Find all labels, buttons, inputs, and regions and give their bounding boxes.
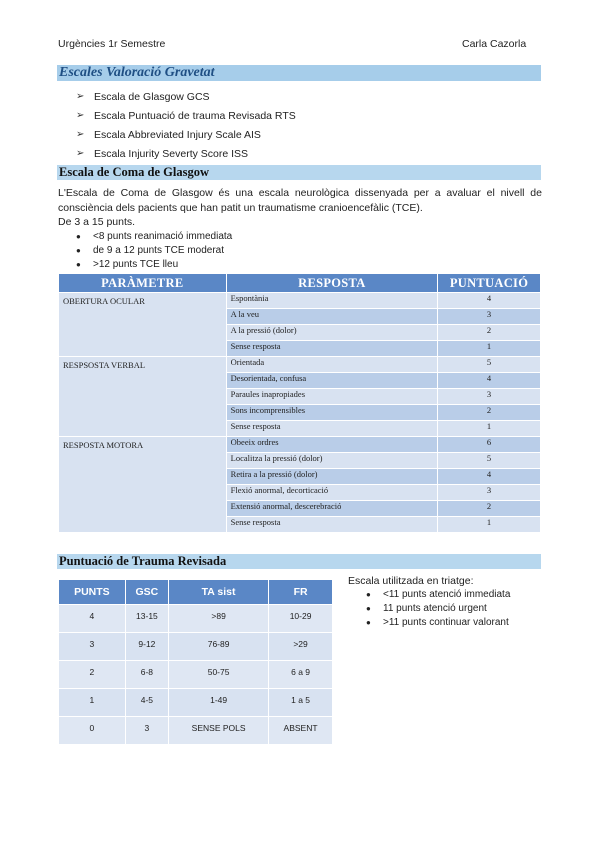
list-item: ● >11 punts continuar valorant (366, 616, 509, 628)
table-cell: 10-29 (269, 605, 333, 633)
gcs-title: Escala de Coma de Glasgow (59, 165, 209, 179)
table-cell: 0 (59, 717, 126, 745)
score-cell: 1 (438, 341, 541, 357)
list-item: ● >12 punts TCE lleu (76, 258, 179, 270)
param-cell: OBERTURA OCULAR (59, 293, 227, 357)
scales-list (76, 87, 296, 163)
gcs-description: L'Escala de Coma de Glasgow és una escala neurològica dissenyada per a avaluar el nivell de consciència dels pacients que han patit un traumatisme cranioencefàlic (TCE). (58, 187, 542, 214)
table-cell: 4-5 (125, 689, 168, 717)
arrow-bullet-icon: ➢ (76, 148, 85, 159)
table-cell: >29 (269, 633, 333, 661)
score-cell: 3 (438, 309, 541, 325)
response-cell: Flexió anormal, decorticació (226, 485, 437, 501)
param-cell: RESPSOSTA VERBAL (59, 357, 227, 437)
score-cell: 2 (438, 325, 541, 341)
table-cell: 2 (59, 661, 126, 689)
table-row (59, 633, 333, 661)
table-row (59, 717, 333, 745)
rts-table (58, 579, 333, 745)
table-cell: 1 (59, 689, 126, 717)
response-cell: Sense resposta (226, 517, 437, 533)
param-cell: RESPOSTA MOTORA (59, 437, 227, 533)
score-cell: 5 (438, 453, 541, 469)
dot-bullet-icon: ● (366, 617, 371, 627)
arrow-bullet-icon: ➢ (76, 91, 85, 102)
header-left: Urgències 1r Semestre (58, 38, 166, 50)
response-cell: Sense resposta (226, 421, 437, 437)
header-right: Carla Cazorla (462, 38, 527, 50)
table-cell: 6 a 9 (269, 661, 333, 689)
column-header: PUNTUACIÓ (438, 274, 541, 293)
response-cell: Espontània (226, 293, 437, 309)
list-item: ● <11 punts atenció immediata (366, 588, 511, 600)
rts-title-bar (57, 554, 541, 569)
table-row (59, 293, 541, 309)
table-row (59, 661, 333, 689)
table-cell: 3 (59, 633, 126, 661)
response-cell: A la veu (226, 309, 437, 325)
response-cell: Sons incomprensibles (226, 405, 437, 421)
score-cell: 4 (438, 469, 541, 485)
table-cell: 13-15 (125, 605, 168, 633)
column-header: TA sist (169, 580, 269, 605)
response-cell: Sense resposta (226, 341, 437, 357)
table-row (59, 437, 541, 453)
gcs-table (58, 273, 541, 533)
response-cell: Paraules inapropiades (226, 389, 437, 405)
list-item: ➢ Escala Puntuació de trauma Revisada RTS (76, 109, 296, 122)
table-cell: >89 (169, 605, 269, 633)
score-cell: 6 (438, 437, 541, 453)
gcs-bullets (76, 229, 232, 271)
score-cell: 1 (438, 421, 541, 437)
table-cell: 9-12 (125, 633, 168, 661)
table-cell: 4 (59, 605, 126, 633)
table-row (59, 605, 333, 633)
section-title: Escales Valoració Gravetat (59, 65, 215, 80)
score-cell: 4 (438, 293, 541, 309)
dot-bullet-icon: ● (76, 259, 81, 269)
column-header: FR (269, 580, 333, 605)
list-item: ➢ Escala Injurity Severty Score ISS (76, 147, 249, 160)
list-item: ● 11 punts atenció urgent (366, 602, 487, 614)
response-cell: Orientada (226, 357, 437, 373)
table-cell: 1-49 (169, 689, 269, 717)
gcs-title-bar (57, 165, 541, 180)
response-cell: Extensió anormal, descerebració (226, 501, 437, 517)
response-cell: Retira a la pressió (dolor) (226, 469, 437, 485)
list-item: ➢ Escala de Glasgow GCS (76, 90, 210, 103)
response-cell: Desorientada, confusa (226, 373, 437, 389)
score-cell: 4 (438, 373, 541, 389)
table-cell: 6-8 (125, 661, 168, 689)
gcs-range: De 3 a 15 punts. (58, 216, 136, 228)
list-item: ➢ Escala Abbreviated Injury Scale AIS (76, 128, 261, 141)
dot-bullet-icon: ● (366, 603, 371, 613)
dot-bullet-icon: ● (76, 245, 81, 255)
rts-title: Puntuació de Trauma Revisada (59, 554, 227, 568)
triage-label: Escala utilitzada en triatge: (348, 575, 474, 587)
score-cell: 1 (438, 517, 541, 533)
response-cell: Localitza la pressió (dolor) (226, 453, 437, 469)
arrow-bullet-icon: ➢ (76, 110, 85, 121)
arrow-bullet-icon: ➢ (76, 129, 85, 140)
column-header: RESPOSTA (226, 274, 437, 293)
dot-bullet-icon: ● (76, 231, 81, 241)
table-cell: 1 a 5 (269, 689, 333, 717)
score-cell: 2 (438, 405, 541, 421)
response-cell: Obeeix ordres (226, 437, 437, 453)
score-cell: 3 (438, 485, 541, 501)
list-item: ● de 9 a 12 punts TCE moderat (76, 244, 225, 256)
score-cell: 2 (438, 501, 541, 517)
column-header: GSC (125, 580, 168, 605)
column-header: PARÀMETRE (59, 274, 227, 293)
section-title-bar (57, 65, 541, 81)
table-row (59, 689, 333, 717)
table-cell: SENSE POLS (169, 717, 269, 745)
table-row (59, 357, 541, 373)
score-cell: 5 (438, 357, 541, 373)
table-cell: 50-75 (169, 661, 269, 689)
list-item: ● <8 punts reanimació immediata (76, 230, 233, 242)
dot-bullet-icon: ● (366, 589, 371, 599)
triage-bullets (366, 587, 510, 629)
table-cell: ABSENT (269, 717, 333, 745)
column-header: PUNTS (59, 580, 126, 605)
table-cell: 76-89 (169, 633, 269, 661)
table-cell: 3 (125, 717, 168, 745)
score-cell: 3 (438, 389, 541, 405)
response-cell: A la pressió (dolor) (226, 325, 437, 341)
